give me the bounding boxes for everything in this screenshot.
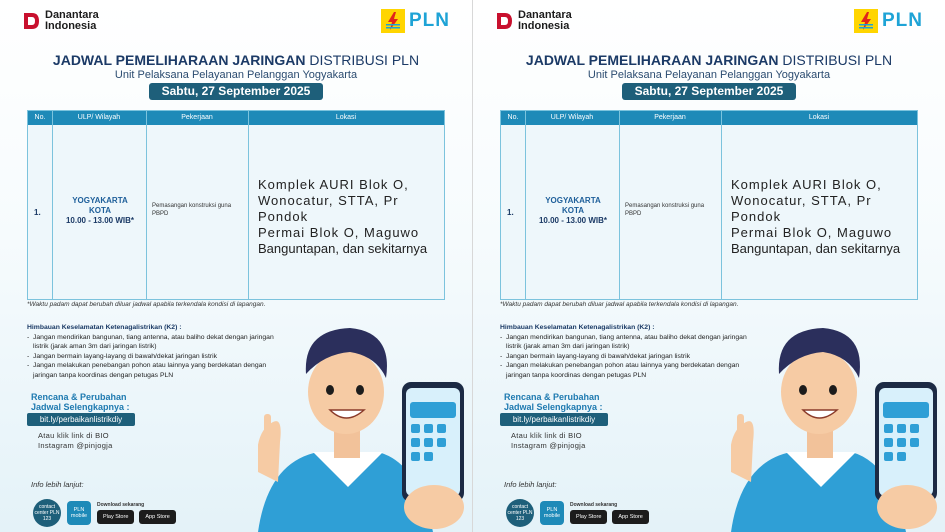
safety-item: - Jangan mendirikan bangunan, tiang antenna, atau baliho dekat dengan jaringan listrik (jarak aman 3m dari jaringan listrik) <box>27 333 277 352</box>
row-job: Pemasangan konstruksi guna PBPD <box>625 203 705 217</box>
title-bold: JADWAL PEMELIHARAAN JARINGAN <box>52 52 306 68</box>
row-number: 1. <box>507 208 514 217</box>
pln-lightning-icon <box>854 9 878 33</box>
ulp-time: 10.00 - 13.00 WIB* <box>538 216 608 225</box>
schedule-table <box>500 110 918 300</box>
disclaimer-note: *Waktu padam dapat berubah diluar jadwal apabila terkendala kondisi di lapangan. <box>500 301 739 308</box>
safety-item: - Jangan melakukan penebangan pohon atau lainnya yang berdekatan dengan jaringan tanpa koordinas dengan petugas PLN <box>500 361 750 380</box>
schedule-link-heading <box>31 392 130 412</box>
store-buttons <box>97 510 176 524</box>
col-no: No. <box>507 114 519 121</box>
row-ulp <box>56 196 144 226</box>
loc-line4: Banguntapan, dan sekitarnya <box>258 241 428 256</box>
ulp-line2: KOTA <box>88 206 112 215</box>
safety-heading: Himbauan Keselamatan Ketenagalistrikan (K2) : <box>500 324 655 331</box>
table-divider <box>721 111 722 299</box>
title-bold: JADWAL PEMELIHARAAN JARINGAN <box>525 52 779 68</box>
download-label: Download sekarang <box>570 502 618 508</box>
contact-center-badge[interactable]: contact center PLN 123 <box>506 499 534 527</box>
danantara-country: Indonesia <box>45 20 97 32</box>
store-buttons <box>570 510 649 524</box>
title-rest: DISTRIBUSI PLN <box>778 52 893 68</box>
page-subtitle: Unit Pelaksana Pelayanan Pelanggan Yogyakarta <box>587 69 831 81</box>
col-ulp: ULP/ Wilayah <box>77 114 121 121</box>
bio-line2: Instagram @pinjogja <box>38 441 113 450</box>
danantara-mark-icon <box>495 12 513 30</box>
mascot-illustration <box>258 312 472 532</box>
safety-item: - Jangan melakukan penebangan pohon atau lainnya yang berdekatan dengan jaringan tanpa koordinas dengan petugas PLN <box>27 361 277 380</box>
bio-line1: Atau klik link di BIO <box>38 431 109 440</box>
play-store-button[interactable]: Play Store <box>97 510 134 524</box>
table-header <box>28 111 444 125</box>
table-divider <box>619 111 620 299</box>
ulp-time: 10.00 - 13.00 WIB* <box>65 216 135 225</box>
table-header <box>501 111 917 125</box>
page-title <box>0 52 472 68</box>
app-store-button[interactable]: App Store <box>139 510 175 524</box>
loc-line2: Wonocatur, STTA, Pr Pondok <box>731 193 872 224</box>
play-store-button[interactable]: Play Store <box>570 510 607 524</box>
danantara-logo <box>22 10 99 32</box>
rencana-line2: Jadwal Selengkapnya : <box>31 402 130 412</box>
loc-line4: Banguntapan, dan sekitarnya <box>731 241 901 256</box>
info-label: Info lebih lanjut: <box>31 480 84 489</box>
table-divider <box>525 111 526 299</box>
safety-item: - Jangan bermain layang-layang di bawah/dekat jaringan listrik <box>500 352 750 362</box>
bitly-link[interactable]: bit.ly/perbaikanlistrikdiy <box>500 413 608 426</box>
title-rest: DISTRIBUSI PLN <box>305 52 420 68</box>
loc-line1: Komplek AURI Blok O, <box>731 177 882 192</box>
loc-line3: Permai Blok O, Maguwo <box>731 225 893 240</box>
safety-heading: Himbauan Keselamatan Ketenagalistrikan (K2) : <box>27 324 182 331</box>
info-label: Info lebih lanjut: <box>504 480 557 489</box>
danantara-country: Indonesia <box>518 20 570 32</box>
rencana-line1: Rencana & Perubahan <box>31 392 127 402</box>
ulp-line1: YOGYAKARTA <box>72 196 128 205</box>
bitly-link[interactable]: bit.ly/perbaikanlistrikdiy <box>27 413 135 426</box>
app-store-button[interactable]: App Store <box>612 510 648 524</box>
bio-text <box>38 431 113 451</box>
danantara-mark-icon <box>22 12 40 30</box>
bio-text <box>511 431 586 451</box>
row-job: Pemasangan konstruksi guna PBPD <box>152 203 232 217</box>
col-location: Lokasi <box>808 114 830 121</box>
ulp-line2: KOTA <box>561 206 585 215</box>
ulp-line1: YOGYAKARTA <box>545 196 601 205</box>
page-subtitle: Unit Pelaksana Pelayanan Pelanggan Yogyakarta <box>114 69 358 81</box>
bio-line1: Atau klik link di BIO <box>511 431 582 440</box>
row-location <box>731 177 913 257</box>
danantara-name: Danantara <box>45 9 99 21</box>
pln-logo <box>854 9 923 33</box>
contact-center-badge[interactable]: contact center PLN 123 <box>33 499 61 527</box>
pln-mobile-badge[interactable]: PLN mobile <box>67 501 91 525</box>
pln-wordmark: PLN <box>409 10 450 31</box>
loc-line3: Permai Blok O, Maguwo <box>258 225 420 240</box>
download-group <box>97 502 176 524</box>
date-badge: Sabtu, 27 September 2025 <box>149 83 323 100</box>
col-no: No. <box>34 114 46 121</box>
rencana-line1: Rencana & Perubahan <box>504 392 600 402</box>
danantara-name: Danantara <box>518 9 572 21</box>
row-location <box>258 177 440 257</box>
app-badges <box>506 499 649 527</box>
safety-item: - Jangan mendirikan bangunan, tiang antenna, atau baliho dekat dengan jaringan listrik (jarak aman 3m dari jaringan listrik) <box>500 333 750 352</box>
download-label: Download sekarang <box>97 502 145 508</box>
poster-left <box>0 0 472 532</box>
mascot-illustration <box>731 312 945 532</box>
col-job: Pekerjaan <box>654 114 686 121</box>
date-badge: Sabtu, 27 September 2025 <box>622 83 796 100</box>
row-ulp <box>529 196 617 226</box>
safety-section <box>500 323 750 380</box>
pln-lightning-icon <box>381 9 405 33</box>
col-ulp: ULP/ Wilayah <box>550 114 594 121</box>
download-group <box>570 502 649 524</box>
col-job: Pekerjaan <box>181 114 213 121</box>
schedule-link-heading <box>504 392 603 412</box>
pln-wordmark: PLN <box>882 10 923 31</box>
safety-item: - Jangan bermain layang-layang di bawah/dekat jaringan listrik <box>27 352 277 362</box>
table-divider <box>52 111 53 299</box>
pln-logo <box>381 9 450 33</box>
schedule-table <box>27 110 445 300</box>
loc-line1: Komplek AURI Blok O, <box>258 177 409 192</box>
bio-line2: Instagram @pinjogja <box>511 441 586 450</box>
app-badges <box>33 499 176 527</box>
table-divider <box>146 111 147 299</box>
rencana-line2: Jadwal Selengkapnya : <box>504 402 603 412</box>
danantara-logo <box>495 10 572 32</box>
pln-mobile-badge[interactable]: PLN mobile <box>540 501 564 525</box>
col-location: Lokasi <box>335 114 357 121</box>
page-title <box>473 52 945 68</box>
disclaimer-note: *Waktu padam dapat berubah diluar jadwal apabila terkendala kondisi di lapangan. <box>27 301 266 308</box>
row-number: 1. <box>34 208 41 217</box>
poster-right <box>473 0 945 532</box>
safety-section <box>27 323 277 380</box>
table-divider <box>248 111 249 299</box>
loc-line2: Wonocatur, STTA, Pr Pondok <box>258 193 399 224</box>
